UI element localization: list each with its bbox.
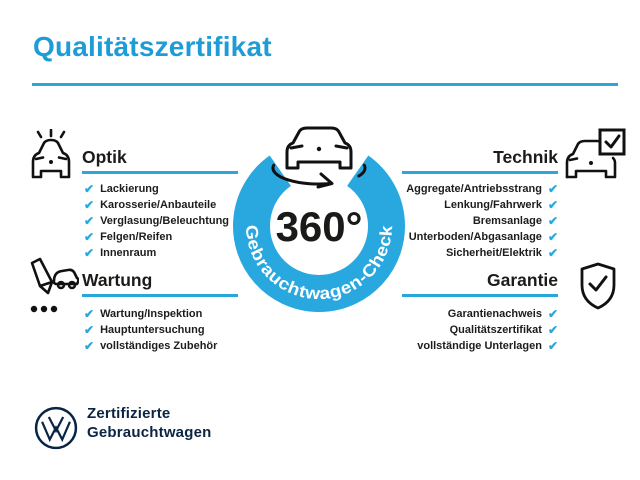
footer-line2: Gebrauchtwagen	[87, 424, 212, 441]
section-title-garantie: Garantie	[487, 270, 558, 290]
check-item-label: Verglasung/Beleuchtung	[100, 214, 230, 227]
check-item-label: Unterboden/Abgasanlage	[408, 230, 542, 243]
360-check-badge	[209, 116, 429, 336]
footer-line1: Zertifizierte	[87, 405, 171, 422]
section-title-optik: Optik	[82, 147, 127, 167]
check-item-label: vollständiges Zubehör	[100, 339, 218, 352]
check-icon: ✔	[547, 229, 558, 244]
badge-ring-label: Gebrauchtwagen-Check	[241, 223, 397, 304]
car-checkbox-icon	[560, 127, 628, 183]
page-title: Qualitätszertifikat	[33, 31, 272, 62]
service-checklist-car-icon	[23, 255, 79, 317]
check-item-label: Karosserie/Anbauteile	[100, 199, 217, 212]
check-item-label: Wartung/Inspektion	[100, 308, 203, 321]
check-item-label: vollständige Unterlagen	[417, 339, 542, 352]
vw-logo	[33, 405, 79, 451]
footer-claim	[87, 404, 212, 442]
check-icon: ✔	[547, 307, 558, 322]
check-item-label: Lackierung	[100, 183, 159, 196]
check-item-label: Garantienachweis	[447, 308, 542, 321]
car-front-shine-icon	[26, 129, 76, 183]
check-icon: ✔	[84, 213, 95, 228]
check-icon: ✔	[84, 323, 95, 338]
check-item-label: Hauptuntersuchung	[100, 324, 205, 337]
check-icon: ✔	[84, 245, 95, 260]
check-item-label: Bremsanlage	[472, 214, 542, 227]
check-icon: ✔	[547, 198, 558, 213]
badge-value: 360°	[275, 203, 363, 250]
check-item-label: Lenkung/Fahrwerk	[444, 199, 542, 212]
check-icon: ✔	[84, 182, 95, 197]
check-item-label: Aggregate/Antriebsstrang	[406, 183, 542, 196]
check-icon: ✔	[547, 338, 558, 353]
check-icon: ✔	[547, 323, 558, 338]
check-icon: ✔	[547, 213, 558, 228]
header-divider	[32, 83, 618, 86]
check-item	[84, 338, 238, 354]
section-title-wartung: Wartung	[82, 270, 153, 290]
check-icon: ✔	[84, 307, 95, 322]
check-icon: ✔	[547, 182, 558, 197]
check-item-label: Sicherheit/Elektrik	[445, 246, 542, 259]
check-item	[404, 338, 558, 354]
check-item-label: Qualitätszertifikat	[449, 324, 542, 337]
check-icon: ✔	[84, 338, 95, 353]
car-360-rotation-icon	[273, 128, 365, 187]
check-item-label: Innenraum	[100, 246, 157, 259]
shield-check-icon	[576, 261, 620, 311]
check-item-label: Felgen/Reifen	[100, 230, 173, 243]
check-icon: ✔	[84, 229, 95, 244]
section-title-technik: Technik	[493, 147, 558, 167]
check-icon: ✔	[84, 198, 95, 213]
check-icon: ✔	[547, 245, 558, 260]
